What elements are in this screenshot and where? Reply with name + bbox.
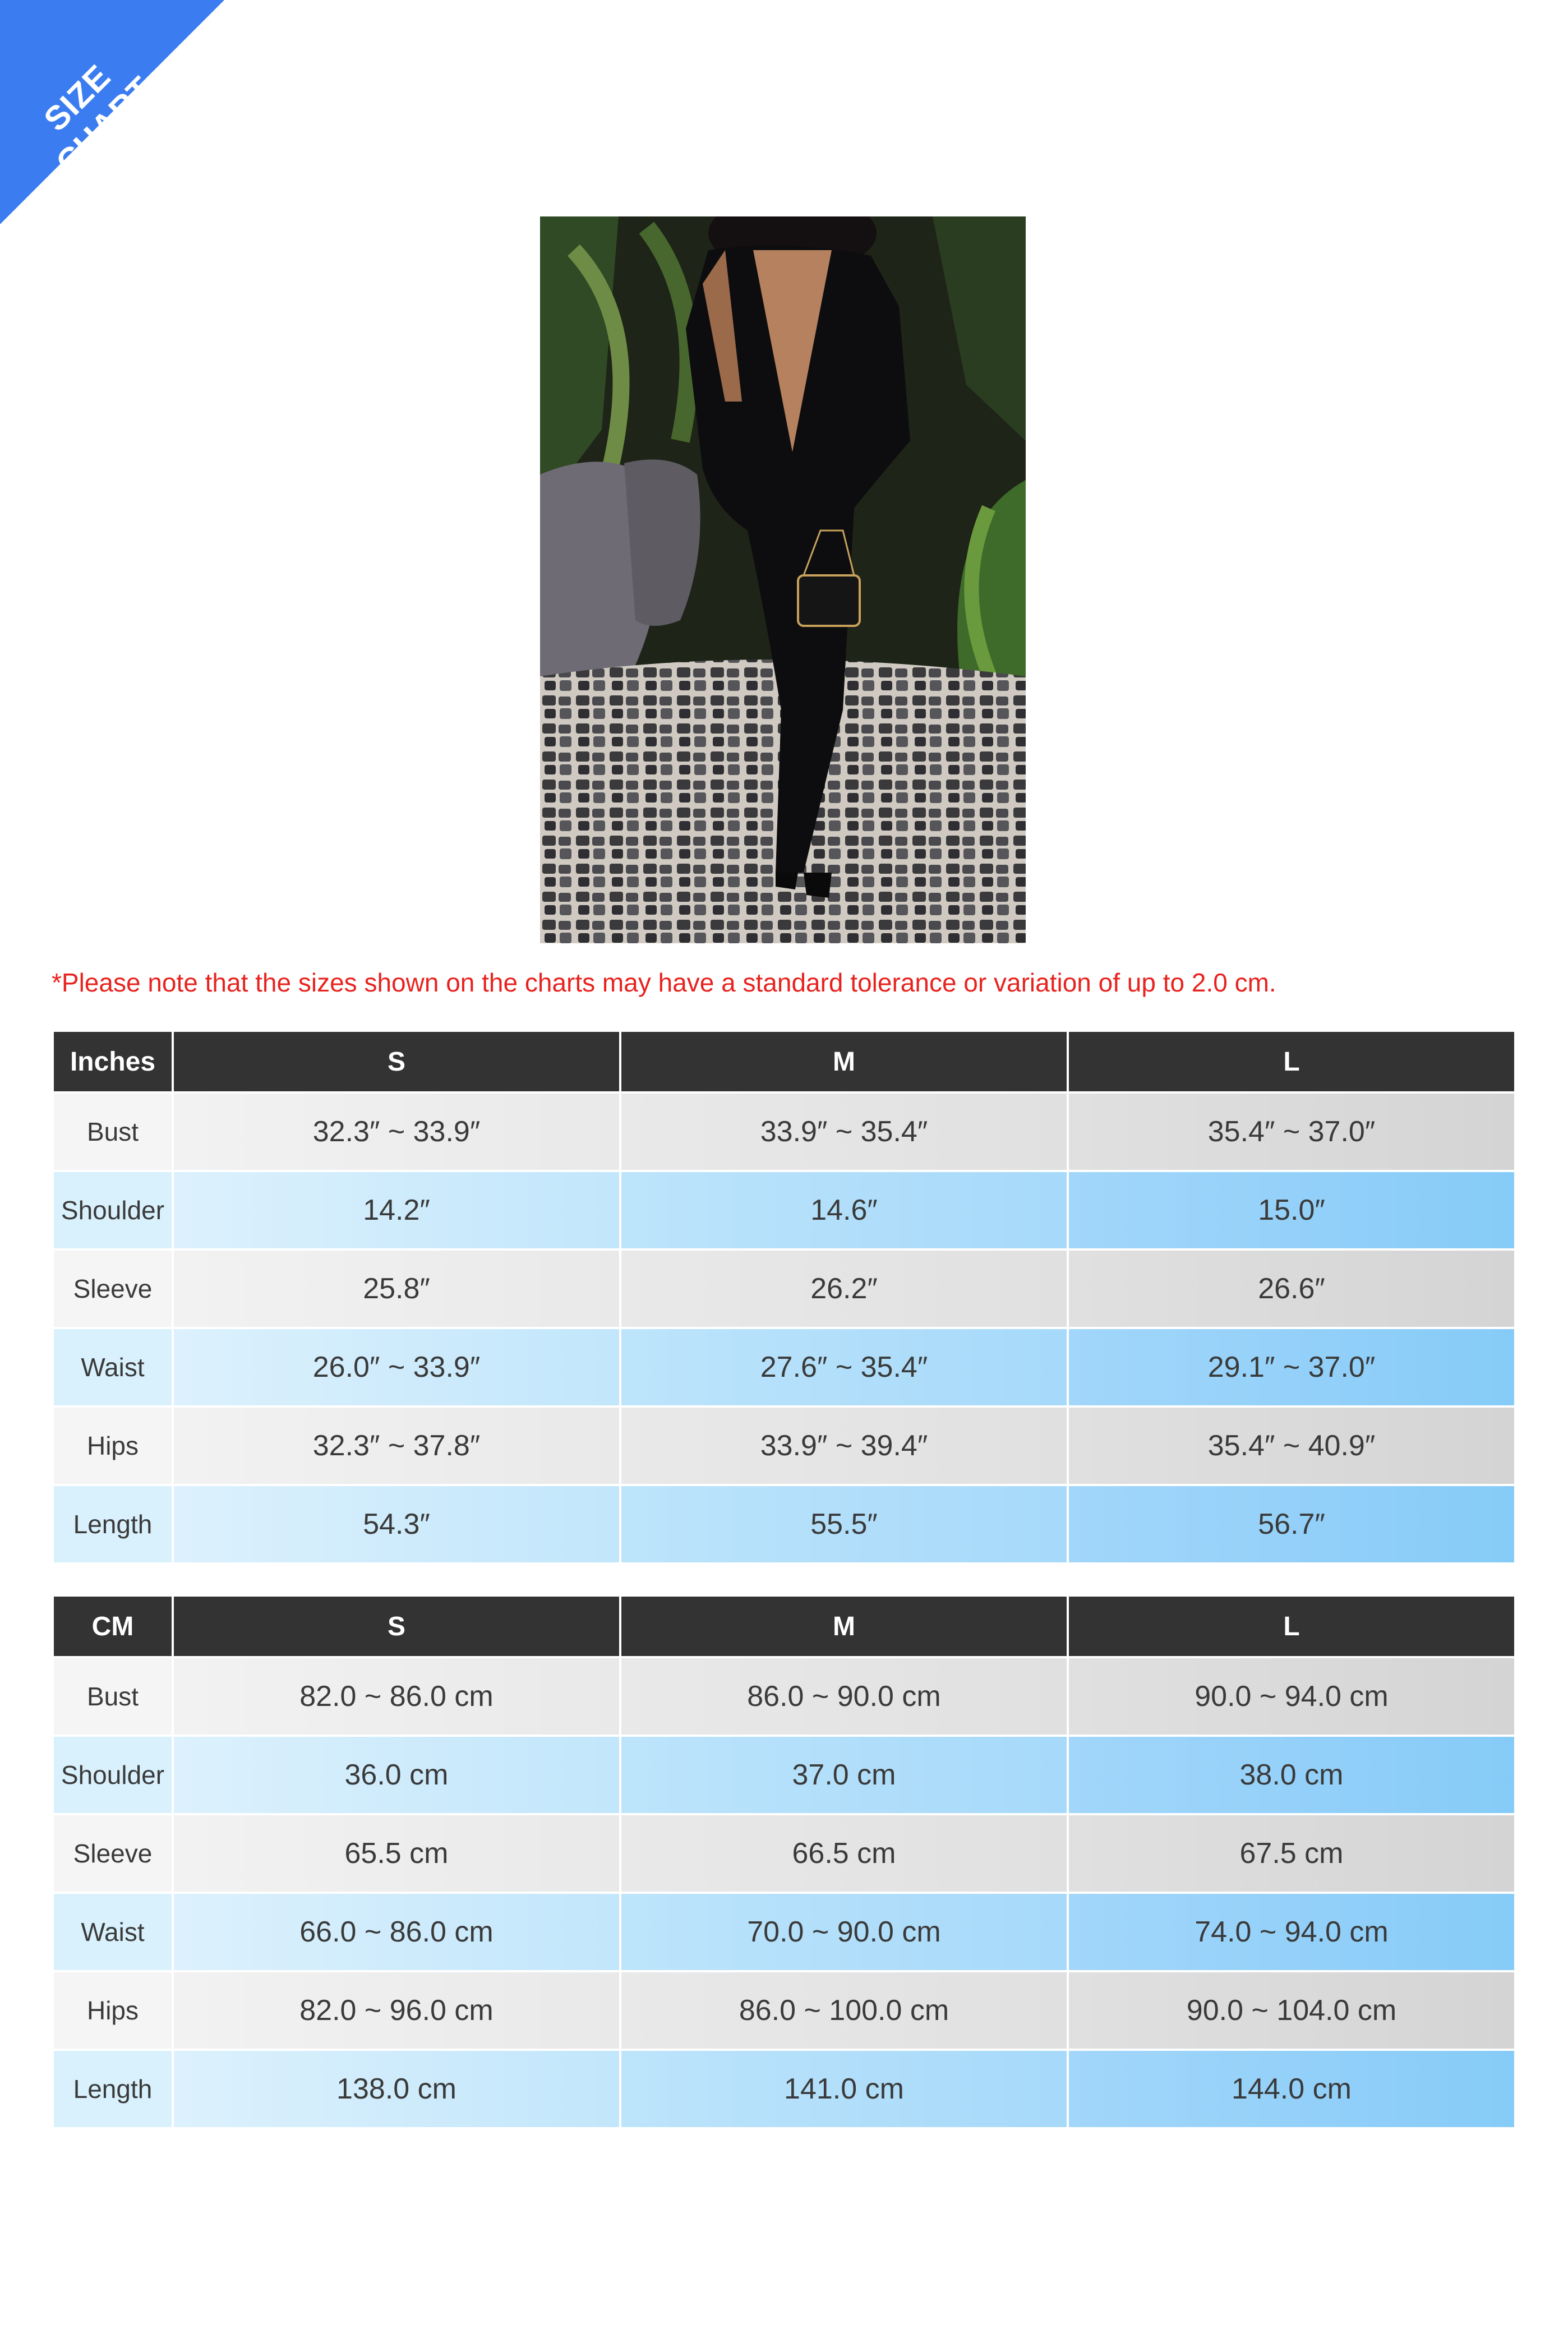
size-table-cm (52, 1594, 1516, 2129)
table-row (54, 1486, 1514, 1562)
row-label: Sleeve (54, 1815, 172, 1892)
table-row (54, 2051, 1514, 2127)
cell-s: 54.3″ (174, 1486, 619, 1562)
table-header-row (54, 1597, 1514, 1656)
table-row (54, 1251, 1514, 1327)
cell-s: 32.3″ ~ 37.8″ (174, 1408, 619, 1484)
cell-s: 82.0 ~ 86.0 cm (174, 1658, 619, 1735)
row-label: Length (54, 2051, 172, 2127)
table-row (54, 1815, 1514, 1892)
row-label: Waist (54, 1329, 172, 1405)
cell-m: 70.0 ~ 90.0 cm (621, 1894, 1067, 1970)
cell-l: 56.7″ (1069, 1486, 1514, 1562)
cell-l: 67.5 cm (1069, 1815, 1514, 1892)
size-header-l: L (1069, 1597, 1514, 1656)
cell-l: 26.6″ (1069, 1251, 1514, 1327)
size-header-l: L (1069, 1032, 1514, 1091)
cell-s: 65.5 cm (174, 1815, 619, 1892)
table-row (54, 1972, 1514, 2049)
row-label: Bust (54, 1658, 172, 1735)
cell-s: 36.0 cm (174, 1737, 619, 1813)
cell-l: 35.4″ ~ 40.9″ (1069, 1408, 1514, 1484)
cell-m: 66.5 cm (621, 1815, 1067, 1892)
table-row (54, 1408, 1514, 1484)
cell-m: 33.9″ ~ 35.4″ (621, 1094, 1067, 1170)
row-label: Bust (54, 1094, 172, 1170)
size-header-m: M (621, 1032, 1067, 1091)
cell-l: 29.1″ ~ 37.0″ (1069, 1329, 1514, 1405)
cell-s: 26.0″ ~ 33.9″ (174, 1329, 619, 1405)
cell-l: 144.0 cm (1069, 2051, 1514, 2127)
unit-header: CM (54, 1597, 172, 1656)
row-label: Length (54, 1486, 172, 1562)
cell-m: 33.9″ ~ 39.4″ (621, 1408, 1067, 1484)
cell-m: 27.6″ ~ 35.4″ (621, 1329, 1067, 1405)
cell-l: 38.0 cm (1069, 1737, 1514, 1813)
row-label: Shoulder (54, 1172, 172, 1248)
row-label: Shoulder (54, 1737, 172, 1813)
size-header-s: S (174, 1597, 619, 1656)
cell-m: 86.0 ~ 90.0 cm (621, 1658, 1067, 1735)
cell-m: 86.0 ~ 100.0 cm (621, 1972, 1067, 2049)
cell-l: 90.0 ~ 104.0 cm (1069, 1972, 1514, 2049)
cell-l: 15.0″ (1069, 1172, 1514, 1248)
tolerance-note: *Please note that the sizes shown on the charts may have a standard tolerance or variation of up to 2.0 cm. (52, 968, 1276, 997)
cell-l: 90.0 ~ 94.0 cm (1069, 1658, 1514, 1735)
cell-s: 138.0 cm (174, 2051, 619, 2127)
cell-s: 82.0 ~ 96.0 cm (174, 1972, 619, 2049)
cell-m: 55.5″ (621, 1486, 1067, 1562)
unit-header: Inches (54, 1032, 172, 1091)
cell-m: 141.0 cm (621, 2051, 1067, 2127)
cell-l: 35.4″ ~ 37.0″ (1069, 1094, 1514, 1170)
size-header-s: S (174, 1032, 619, 1091)
cell-m: 26.2″ (621, 1251, 1067, 1327)
table-row (54, 1737, 1514, 1813)
row-label: Sleeve (54, 1251, 172, 1327)
product-photo (540, 216, 1026, 943)
cell-s: 14.2″ (174, 1172, 619, 1248)
cell-s: 32.3″ ~ 33.9″ (174, 1094, 619, 1170)
size-table-inches (52, 1030, 1516, 1565)
size-chart-banner (0, 0, 224, 224)
table-row (54, 1172, 1514, 1248)
cell-m: 14.6″ (621, 1172, 1067, 1248)
cell-s: 66.0 ~ 86.0 cm (174, 1894, 619, 1970)
row-label: Hips (54, 1972, 172, 2049)
banner-label: SIZE CHART (36, 57, 161, 182)
size-header-m: M (621, 1597, 1067, 1656)
table-row (54, 1329, 1514, 1405)
table-row (54, 1658, 1514, 1735)
table-row (54, 1894, 1514, 1970)
cell-l: 74.0 ~ 94.0 cm (1069, 1894, 1514, 1970)
cell-m: 37.0 cm (621, 1737, 1067, 1813)
table-row (54, 1094, 1514, 1170)
cell-s: 25.8″ (174, 1251, 619, 1327)
row-label: Waist (54, 1894, 172, 1970)
row-label: Hips (54, 1408, 172, 1484)
table-header-row (54, 1032, 1514, 1091)
product-photo-illustration (540, 216, 1026, 943)
